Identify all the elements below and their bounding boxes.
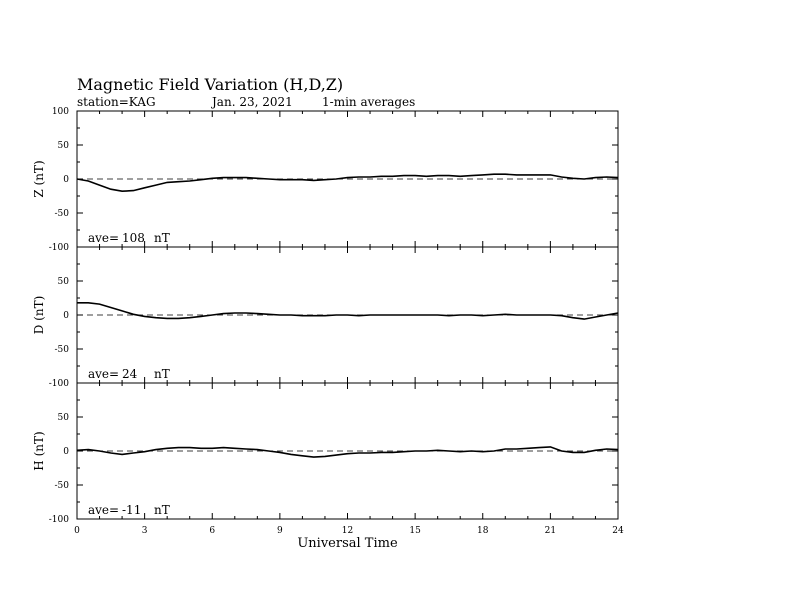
x-tick-label: 15: [409, 526, 421, 536]
y-tick-label: 0: [63, 311, 69, 321]
y-axis-label-z: Z (nT): [32, 160, 46, 198]
y-tick-label: 50: [57, 413, 69, 423]
x-axis-label: Universal Time: [297, 536, 398, 551]
x-tick-label: 21: [544, 526, 557, 536]
x-tick-label: 24: [612, 526, 624, 536]
ave-label-z: ave=: [88, 231, 120, 245]
y-tick-label: 0: [63, 175, 69, 185]
ave-value-d: 24: [122, 367, 138, 381]
y-tick-label: -50: [54, 345, 69, 355]
ave-unit-h: nT: [154, 503, 170, 517]
series-line-d: [77, 303, 618, 319]
ave-label-h: ave=: [88, 503, 120, 517]
y-tick-label: -50: [54, 209, 69, 219]
y-tick-label: -100: [48, 379, 69, 389]
date-label: Jan. 23, 2021: [212, 95, 293, 109]
y-tick-label: -100: [48, 515, 69, 525]
ave-unit-z: nT: [154, 231, 170, 245]
y-tick-label: 100: [51, 107, 69, 117]
series-line-z: [77, 174, 618, 191]
ave-value-h: -11: [122, 503, 142, 517]
ave-unit-d: nT: [154, 367, 170, 381]
x-tick-label: 12: [341, 526, 354, 536]
y-tick-label: -100: [48, 243, 69, 253]
y-tick-label: 0: [63, 447, 69, 457]
y-axis-label-d: D (nT): [32, 295, 46, 335]
averaging-label: 1-min averages: [322, 95, 416, 109]
ave-value-z: 108: [122, 231, 145, 245]
x-tick-label: 18: [477, 526, 489, 536]
y-tick-label: 50: [57, 277, 69, 287]
y-tick-label: -50: [54, 481, 69, 491]
series-line-h: [77, 447, 618, 457]
y-tick-label: 50: [57, 141, 69, 151]
ave-label-d: ave=: [88, 367, 120, 381]
x-tick-label: 9: [277, 526, 283, 536]
x-tick-label: 6: [209, 526, 216, 536]
y-axis-label-h: H (nT): [32, 431, 46, 471]
x-tick-label: 0: [74, 526, 80, 536]
chart-title: Magnetic Field Variation (H,D,Z): [77, 75, 344, 94]
x-tick-label: 3: [141, 526, 148, 536]
station-label: station=KAG: [77, 95, 156, 109]
